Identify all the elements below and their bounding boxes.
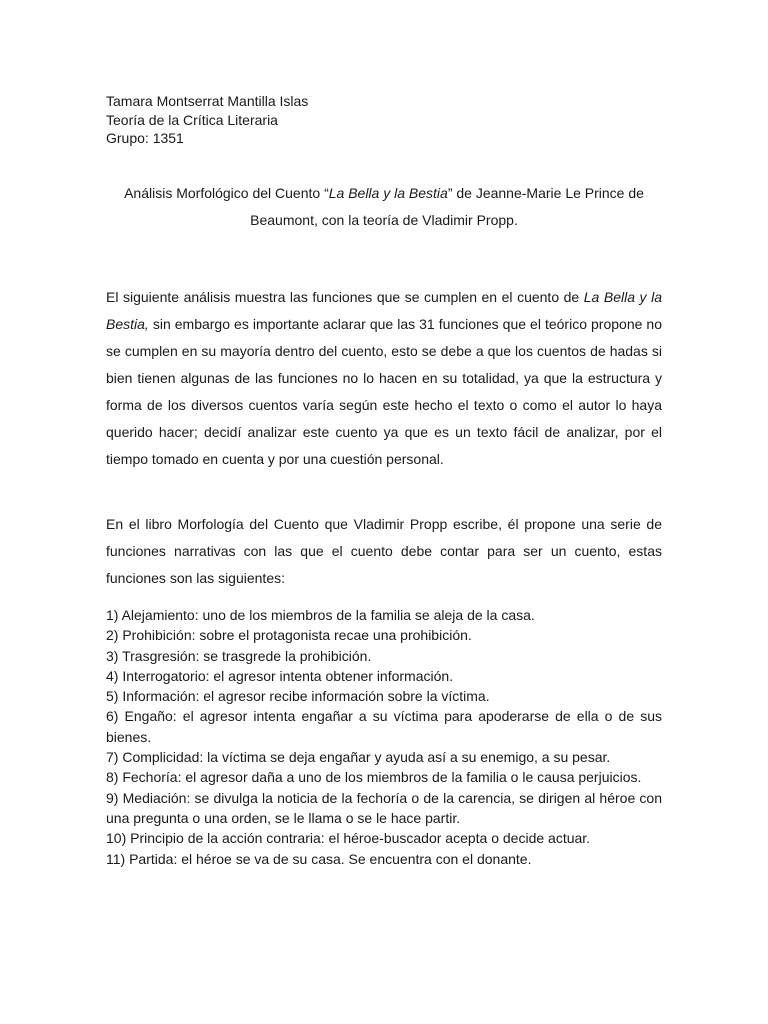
intro-paragraph-rest: sin embargo es importante aclarar que las 31 funciones que el teórico propone no se cumplen en su mayoría dentro del cuento, esto se debe a que los cuentos de hadas si bien tienen algunas de las funciones no lo hacen en su totalidad, ya que la estructura y forma de los diversos cuentos varía según este hecho el texto o como el autor lo haya querido hacer; decidí analizar este cuento ya que es un texto fácil de analizar, por el tiempo tomado en cuenta y por una cuestión personal.: [106, 316, 662, 467]
function-item: 10) Principio de la acción contraria: el héroe-buscador acepta o decide actuar.: [106, 830, 591, 847]
intro-paragraph-work: La Bella y la Bestia,: [106, 289, 662, 332]
function-item: 5) Información: el agresor recibe información sobre la víctima.: [106, 688, 490, 705]
function-item: 3) Trasgresión: se trasgrede la prohibición.: [106, 647, 372, 664]
intro-paragraph-start: El siguiente análisis muestra las funciones que se cumplen en el cuento de: [106, 289, 584, 305]
functions-list: [106, 605, 662, 869]
function-item: 7) Complicidad: la víctima se deja engañar y ayuda así a su enemigo, a su pesar.: [106, 749, 611, 766]
document-header: [106, 92, 308, 148]
propp-paragraph: En el libro Morfología del Cuento que Vladimir Propp escribe, él propone una serie de funciones narrativas con las que el cuento debe contar para ser un cuento, estas funciones son las siguientes:: [106, 516, 662, 586]
function-item: 8) Fechoría: el agresor daña a uno de los miembros de la familia o le causa perjuicios.: [106, 769, 642, 786]
document-title: [106, 180, 662, 234]
function-item: 1) Alejamiento: uno de los miembros de la familia se aleja de la casa.: [106, 607, 535, 623]
function-item: 4) Interrogatorio: el agresor intenta obtener información.: [106, 667, 454, 684]
intro-paragraph: [106, 284, 662, 473]
title-prefix: Análisis Morfológico del Cuento “: [124, 185, 329, 201]
function-item: 9) Mediación: se divulga la noticia de la fechoría o de la carencia, se dirigen al héroe con una pregunta o una orden, se le llama o se le hace partir.: [106, 789, 662, 826]
function-item: 2) Prohibición: sobre el protagonista recae una prohibición.: [106, 627, 472, 644]
function-item: 11) Partida: el héroe se va de su casa. Se encuentra con el donante.: [106, 850, 532, 867]
author-name: Tamara Montserrat Mantilla Islas: [106, 93, 309, 109]
group-number: Grupo: 1351: [106, 130, 184, 146]
function-item: 6) Engaño: el agresor intenta engañar a su víctima para apoderarse de ella o de sus bienes.: [106, 708, 662, 745]
title-suffix: ” de Jeanne-Marie Le Prince de Beaumont, con la teoría de Vladimir Propp.: [250, 185, 644, 228]
course-name: Teoría de la Crítica Literaria: [106, 111, 278, 128]
title-work: La Bella y la Bestia: [328, 185, 448, 201]
